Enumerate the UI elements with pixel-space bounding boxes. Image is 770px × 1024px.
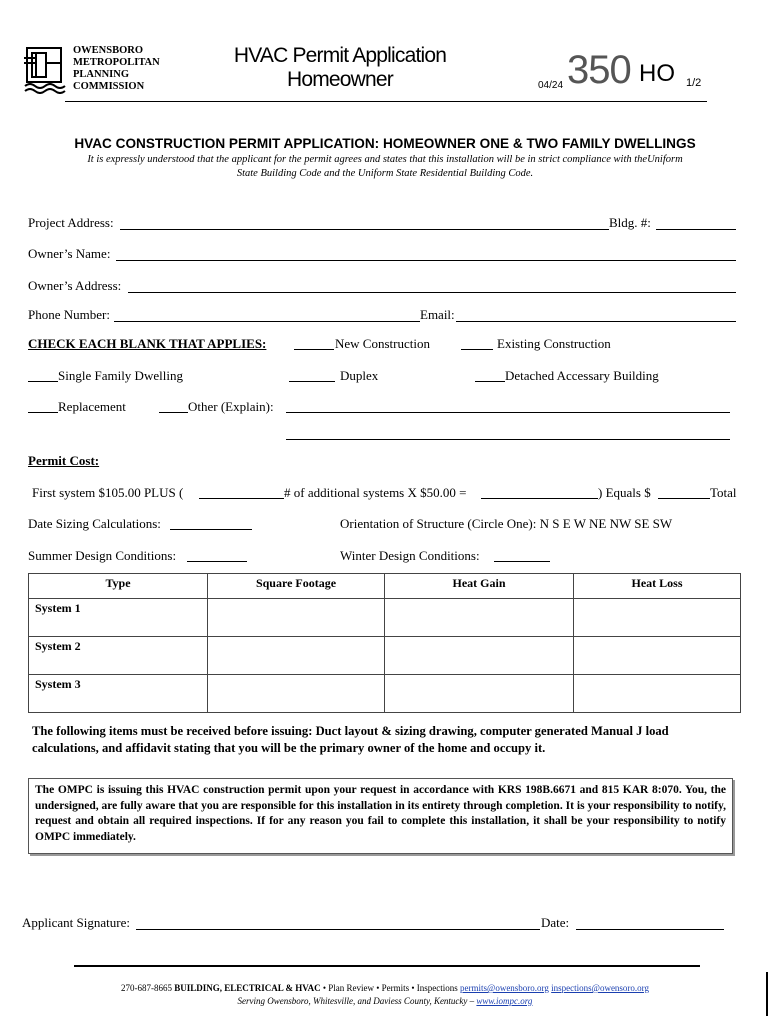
footer-service-area: [0, 996, 770, 1006]
total-field[interactable]: [658, 498, 710, 499]
other-label: Other (Explain):: [188, 399, 274, 414]
inspections-email-link[interactable]: inspections@owensoro.org: [551, 983, 650, 993]
org-name: [73, 45, 160, 93]
responsibility-statement: The OMPC is issuing this HVAC construction permit upon your request in accordance with KRS 198B.6671 and 815 KAR 8:070. You, the undersigned, are fully aware that you are responsible for this installation in its entirety through completion. It is your responsibility to notify, request and obtain all required inspections. If for any reason you fail to complete this installation, it shall be your responsibility to notify OMPC immediately.: [28, 778, 733, 854]
phone-label: Phone Number:: [28, 307, 110, 322]
heat-loss-cell[interactable]: [574, 675, 741, 713]
page-edge-mark: [766, 972, 768, 1016]
org-line: COMMISSION: [73, 81, 145, 92]
table-row: [29, 637, 741, 675]
duplex-blank[interactable]: [289, 381, 335, 382]
header-rule: [65, 101, 707, 102]
table-row: [29, 675, 741, 713]
first-system-label: First system $105.00 PLUS (: [32, 485, 184, 500]
date-sizing-label: Date Sizing Calculations:: [28, 516, 161, 531]
phone-field[interactable]: [114, 321, 420, 322]
single-family-label: Single Family Dwelling: [58, 368, 183, 383]
date-field[interactable]: [576, 929, 724, 930]
total-label: Total: [710, 485, 737, 500]
single-family-blank[interactable]: [28, 381, 58, 382]
owners-address-field[interactable]: [128, 292, 736, 293]
intro-line-2: State Building Code and the Uniform State Residential Building Code.: [236, 168, 534, 179]
form-title-line2: Homeowner: [286, 68, 393, 91]
footer-services: • Plan Review • Permits • Inspections: [322, 983, 458, 993]
first-system-field[interactable]: [199, 498, 284, 499]
permit-cost-heading: Permit Cost:: [28, 453, 100, 468]
table-row: [29, 599, 741, 637]
applicant-signature-label: Applicant Signature:: [22, 915, 130, 930]
check-heading: CHECK EACH BLANK THAT APPLIES:: [28, 336, 267, 351]
org-line: METROPOLITAN: [73, 57, 160, 68]
bldg-field[interactable]: [656, 229, 736, 230]
project-address-label: Project Address:: [28, 215, 114, 230]
winter-conditions-label: Winter Design Conditions:: [340, 548, 480, 563]
applicant-signature-field[interactable]: [136, 929, 540, 930]
system-type-cell: System 3: [29, 675, 208, 713]
summer-conditions-field[interactable]: [187, 561, 247, 562]
intro-line-1: It is expressly understood that the applicant for the permit agrees and states that this installation will be in strict compliance with theUniform: [87, 154, 683, 165]
heat-loss-cell[interactable]: [574, 599, 741, 637]
equals-label: ) Equals $: [598, 485, 651, 500]
footer-rule: [74, 965, 700, 967]
table-header: Square Footage: [208, 574, 385, 599]
existing-construction-blank[interactable]: [461, 349, 493, 350]
permits-email-link[interactable]: permits@owensboro.org: [460, 983, 549, 993]
date-label: Date:: [541, 915, 570, 930]
table-header-row: [29, 574, 741, 599]
form-number: 350: [567, 48, 631, 92]
system-type-cell: System 2: [29, 637, 208, 675]
table-header: Heat Gain: [385, 574, 574, 599]
heat-loss-cell[interactable]: [574, 637, 741, 675]
owners-name-label: Owner’s Name:: [28, 246, 111, 261]
form-title-line1: HVAC Permit Application: [233, 44, 447, 67]
date-sizing-field[interactable]: [170, 529, 252, 530]
new-construction-blank[interactable]: [294, 349, 334, 350]
additional-systems-field[interactable]: [481, 498, 598, 499]
new-construction-label: New Construction: [335, 336, 430, 351]
heat-gain-cell[interactable]: [385, 599, 574, 637]
square-footage-cell[interactable]: [208, 675, 385, 713]
other-explain-field[interactable]: [286, 412, 730, 413]
page-number: 1/2: [686, 77, 702, 89]
email-label: Email:: [420, 307, 455, 322]
replacement-label: Replacement: [58, 399, 126, 414]
project-address-field[interactable]: [120, 229, 609, 230]
notice-line-2: calculations, and affidavit stating that you will be the primary owner of the home and occupy it.: [32, 741, 546, 755]
detached-label: Detached Accessary Building: [505, 368, 659, 383]
existing-construction-label: Existing Construction: [497, 336, 611, 351]
email-field[interactable]: [456, 321, 736, 322]
additional-systems-label: # of additional systems X $50.00 =: [284, 485, 467, 500]
heat-gain-cell[interactable]: [385, 637, 574, 675]
form-date: 04/24: [538, 80, 564, 91]
footer-serving: Serving Owensboro, Whitesville, and Daviess County, Kentucky –: [237, 996, 475, 1006]
square-footage-cell[interactable]: [208, 637, 385, 675]
notice-line-1: The following items must be received before issuing: Duct layout & sizing drawing, computer generated Manual J load: [32, 724, 669, 738]
detached-blank[interactable]: [475, 381, 505, 382]
summer-conditions-label: Summer Design Conditions:: [28, 548, 177, 563]
orientation-label: Orientation of Structure (Circle One): N S E W NE NW SE SW: [340, 516, 673, 531]
footer-phone: 270-687-8665: [120, 983, 172, 993]
system-type-cell: System 1: [29, 599, 208, 637]
website-link[interactable]: www.iompc.org: [476, 996, 533, 1006]
page-heading: HVAC CONSTRUCTION PERMIT APPLICATION: HOMEOWNER ONE & TWO FAMILY DWELLINGS: [74, 136, 696, 151]
form-suffix: HO: [639, 60, 675, 87]
required-items-notice: [32, 723, 669, 757]
org-line: PLANNING: [73, 69, 130, 80]
org-line: OWENSBORO: [73, 45, 144, 56]
table-header: Heat Loss: [574, 574, 741, 599]
heat-gain-cell[interactable]: [385, 675, 574, 713]
other-blank[interactable]: [159, 412, 188, 413]
winter-conditions-field[interactable]: [494, 561, 550, 562]
owners-name-field[interactable]: [116, 260, 736, 261]
replacement-blank[interactable]: [28, 412, 58, 413]
duplex-label: Duplex: [340, 368, 379, 383]
bldg-label: Bldg. #:: [609, 215, 651, 230]
owners-address-label: Owner’s Address:: [28, 278, 122, 293]
footer-contact: [0, 983, 770, 993]
footer-department: BUILDING, ELECTRICAL & HVAC: [174, 983, 321, 993]
systems-table: [28, 573, 741, 713]
other-explain-field-2[interactable]: [286, 439, 730, 440]
table-header: Type: [29, 574, 208, 599]
form-title: [225, 44, 455, 92]
square-footage-cell[interactable]: [208, 599, 385, 637]
ompc-logo-icon: [22, 44, 68, 94]
